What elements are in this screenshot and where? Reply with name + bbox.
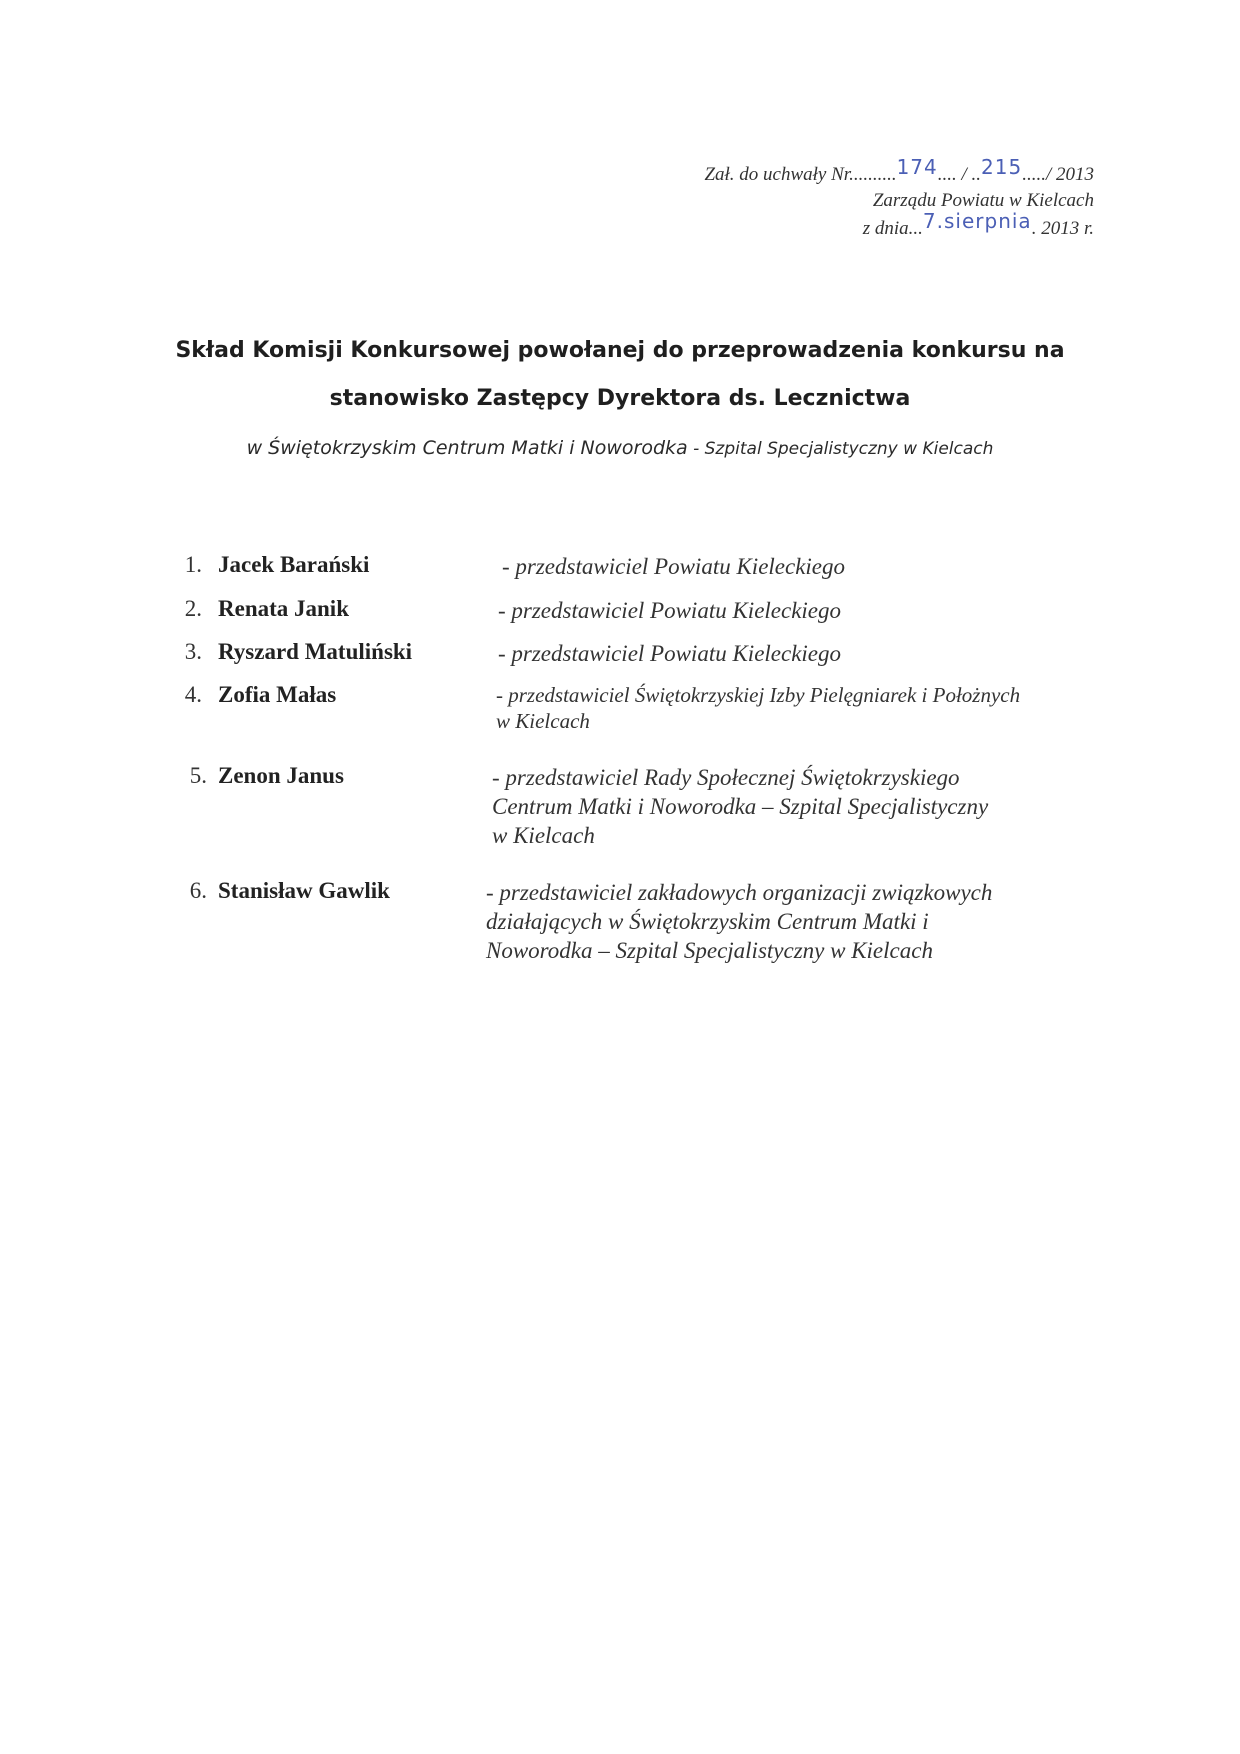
member-name: Renata Janik [218, 596, 349, 621]
date-handwritten: 7.sierpnia [922, 209, 1032, 233]
member-number: 5. [189, 763, 207, 788]
member-role-line: w Kielcach [492, 823, 595, 848]
member-name: Zofia Małas [218, 682, 337, 707]
member-role-line: - przedstawiciel Powiatu Kieleckiego [498, 641, 842, 666]
member-role [486, 878, 992, 965]
resolution-number2-handwritten: 215 [981, 155, 1023, 179]
member-number: 3. [184, 639, 202, 664]
member-role [498, 596, 841, 625]
member-role-line: - przedstawiciel zakładowych organizacji związkowych [486, 880, 993, 905]
annex-date-suffix: . 2013 r. [1031, 218, 1094, 239]
member-number: 6. [189, 878, 207, 903]
annex-dots: .......... [849, 164, 897, 185]
member-number: 4. [184, 682, 202, 707]
member-name: Jacek Barański [218, 552, 370, 577]
resolution-number-handwritten: 174 [896, 155, 938, 179]
member-role-line: - przedstawiciel Powiatu Kieleckiego [498, 598, 842, 623]
member-role-line: Noworodka – Szpital Specjalistyczny w Kielcach [486, 938, 933, 963]
member-role [496, 682, 1020, 734]
member-role-line: - przedstawiciel Świętokrzyskiej Izby Pielęgniarek i Położnych [496, 683, 1021, 707]
document-title-line2: stanowisko Zastępcy Dyrektora ds. Lecznictwa [329, 386, 911, 411]
annex-board-line: Zarządu Powiatu w Kielcach [872, 190, 1094, 211]
annex-resolution-prefix: Zał. do uchwały Nr [704, 164, 850, 185]
member-name: Stanisław Gawlik [218, 878, 390, 903]
document-title-line1: Skład Komisji Konkursowej powołanej do przeprowadzenia konkursu na [175, 338, 1065, 363]
member-number: 2. [184, 596, 202, 621]
member-role [498, 639, 841, 668]
member-role [502, 552, 845, 581]
subtitle-rest: - Szpital Specjalistyczny w Kielcach [687, 439, 994, 459]
member-name: Zenon Janus [218, 763, 344, 788]
member-name: Ryszard Matuliński [218, 639, 413, 664]
member-role-line: Centrum Matki i Noworodka – Szpital Specjalistyczny [492, 794, 989, 819]
member-role-line: w Kielcach [496, 709, 590, 733]
annex-note [704, 155, 1094, 242]
annex-resolution-suffix: ...../ 2013 [1022, 164, 1094, 185]
member-role-line: działających w Świętokrzyskim Centrum Matki i [486, 909, 929, 934]
annex-date-prefix: z dnia... [862, 218, 923, 239]
annex-date-line [704, 209, 1094, 242]
subtitle-main: w Świętokrzyskim Centrum Matki i Noworodka [246, 437, 688, 459]
member-role-line: - przedstawiciel Rady Społecznej Świętokrzyskiego [492, 765, 960, 790]
annex-separator: .... / .. [937, 164, 982, 185]
member-role-line: - przedstawiciel Powiatu Kieleckiego [502, 554, 846, 579]
member-role [492, 763, 988, 850]
annex-resolution-line [704, 155, 1094, 188]
document-subtitle [0, 437, 1240, 459]
member-number: 1. [184, 552, 202, 577]
